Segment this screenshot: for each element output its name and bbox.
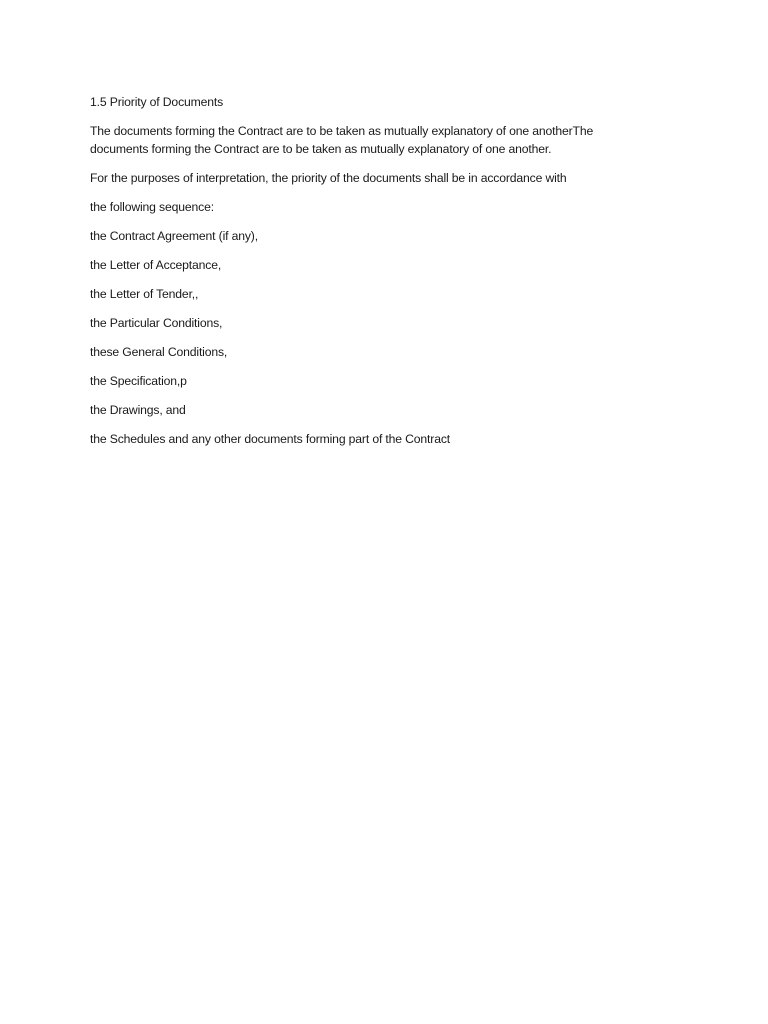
list-item: the Schedules and any other documents forming part of the Contract	[90, 431, 451, 446]
list-item: the Contract Agreement (if any),	[90, 228, 258, 243]
list-item: the Specification,p	[90, 373, 187, 388]
section-heading: 1.5 Priority of Documents	[90, 95, 224, 109]
sequence-intro: the following sequence:	[90, 199, 214, 214]
list-item: the Letter of Acceptance,	[90, 257, 222, 272]
list-item: the Drawings, and	[90, 402, 186, 417]
list-item: these General Conditions,	[90, 344, 228, 359]
list-item: the Particular Conditions,	[90, 315, 223, 330]
paragraph-mutually-explanatory: The documents forming the Contract are to be taken as mutually explanatory of one anotherThe documents forming the Contract are to be taken as mutually explanatory of one another.	[90, 123, 594, 156]
paragraph-priority-interpretation: For the purposes of interpretation, the priority of the documents shall be in accordance with	[90, 170, 567, 185]
document-body	[90, 93, 650, 459]
list-item: the Letter of Tender,,	[90, 286, 199, 301]
